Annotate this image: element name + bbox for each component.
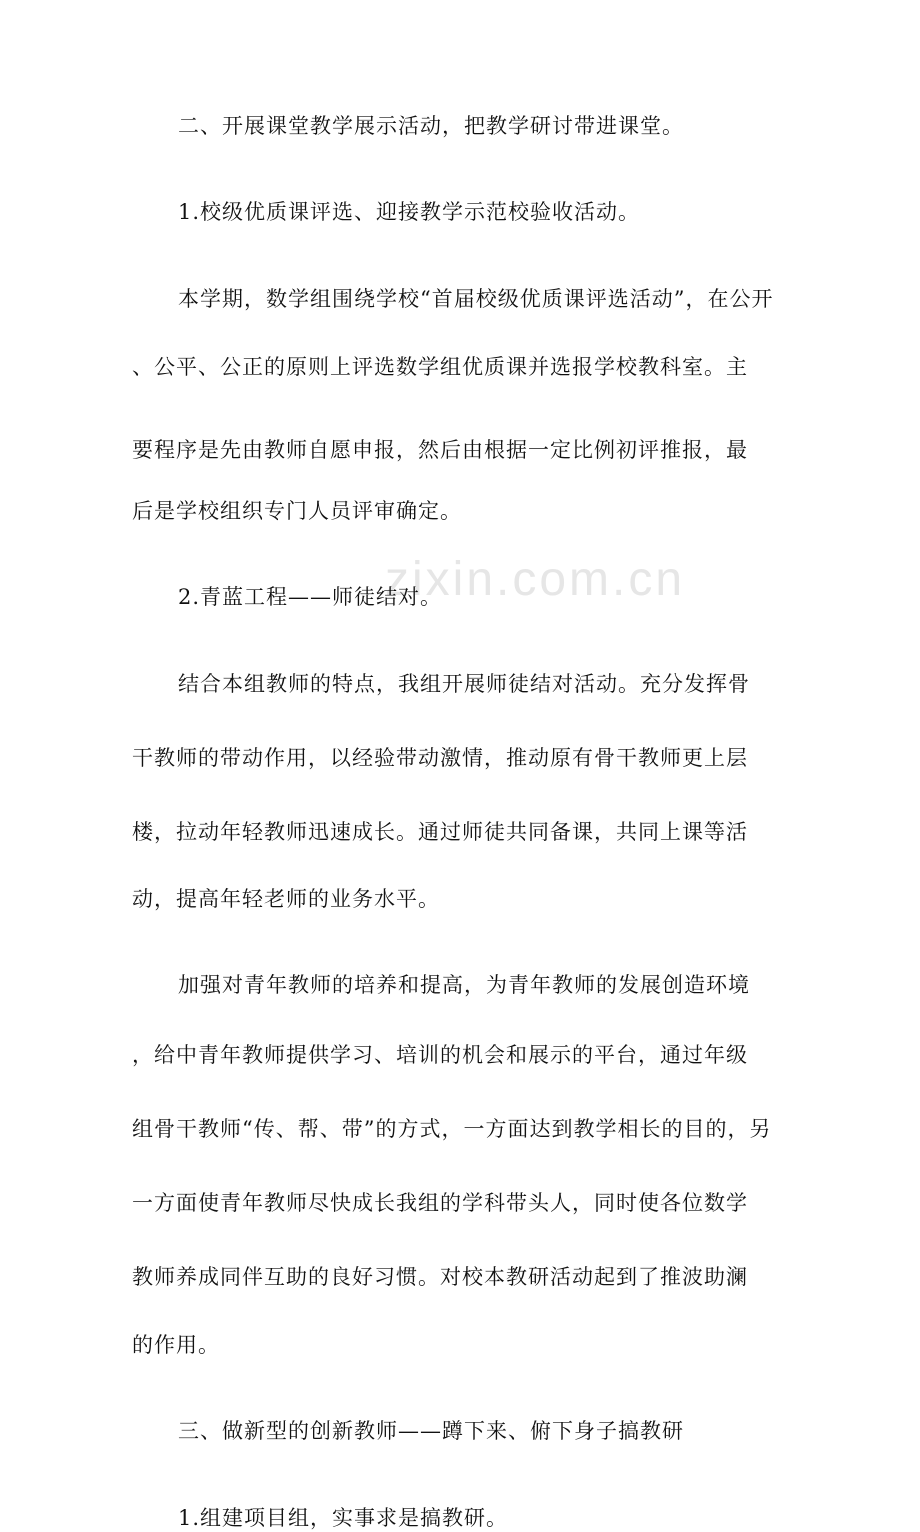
paragraph-line: 楼，拉动年轻教师迅速成长。通过师徒共同备课，共同上课等活 bbox=[132, 820, 748, 844]
paragraph-line: 动，提高年轻老师的业务水平。 bbox=[132, 887, 440, 911]
paragraph-line: 、公平、公正的原则上评选数学组优质课并选报学校教科室。主 bbox=[132, 355, 748, 379]
subheading-3-1: 1.组建项目组，实事求是搞教研。 bbox=[178, 1506, 509, 1530]
watermark: zixin.com.cn bbox=[385, 553, 686, 606]
paragraph-line: 结合本组教师的特点，我组开展师徒结对活动。充分发挥骨 bbox=[178, 672, 750, 696]
subheading-1-1: 1.校级优质课评选、迎接教学示范校验收活动。 bbox=[178, 200, 641, 224]
paragraph-line: 一方面使青年教师尽快成长我组的学科带头人，同时使各位数学 bbox=[132, 1191, 748, 1215]
paragraph-line: 后是学校组织专门人员评审确定。 bbox=[132, 499, 462, 523]
paragraph-line: 本学期，数学组围绕学校“首届校级优质课评选活动”，在公开 bbox=[178, 287, 774, 311]
paragraph-line: 的作用。 bbox=[132, 1333, 220, 1357]
paragraph-line: 干教师的带动作用，以经验带动激情，推动原有骨干教师更上层 bbox=[132, 746, 748, 770]
section-heading-3: 三、做新型的创新教师——蹲下来、俯下身子搞教研 bbox=[178, 1419, 684, 1443]
paragraph-line: 教师养成同伴互助的良好习惯。对校本教研活动起到了推波助澜 bbox=[132, 1265, 748, 1289]
section-heading-2: 二、开展课堂教学展示活动，把教学研讨带进课堂。 bbox=[178, 114, 684, 138]
paragraph-line: 加强对青年教师的培养和提高，为青年教师的发展创造环境 bbox=[178, 973, 750, 997]
paragraph-line: 要程序是先由教师自愿申报，然后由根据一定比例初评推报，最 bbox=[132, 438, 748, 462]
paragraph-line: 组骨干教师“传、帮、带”的方式，一方面达到教学相长的目的，另 bbox=[132, 1117, 772, 1141]
paragraph-line: ，给中青年教师提供学习、培训的机会和展示的平台，通过年级 bbox=[132, 1043, 748, 1067]
subheading-1-2: 2.青蓝工程——师徒结对。 bbox=[178, 585, 443, 609]
